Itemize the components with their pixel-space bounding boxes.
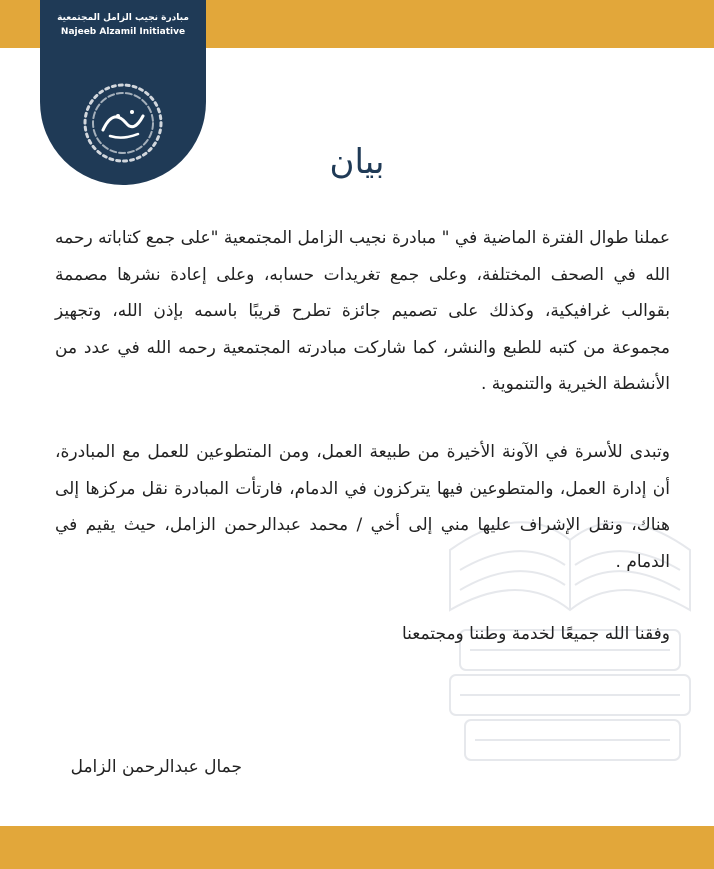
- bottom-accent-bar: [0, 826, 714, 869]
- org-name-arabic: مبادرة نجيب الزامل المجتمعية: [57, 13, 189, 23]
- closing-line: وفقنا الله جميعًا لخدمة وطننا ومجتمعنا: [402, 624, 670, 644]
- body-paragraph: عملنا طوال الفترة الماضية في " مبادرة نجيب الزامل المجتمعية "على جمع كتاباته رحمه الله في الصحف المختلفة، وعلى جمع تغريدات حسابه، وعلى إعادة نشرها مصممة بقوالب غرافيكية، وكذلك على تصميم جائزة تطرح قريبًا باسمه بإذن الله، وتجهيز مجموعة من كتبه للطبع والنشر، كما شاركت مبادرته المجتمعية رحمه الله في عدد من الأنشطة الخيرية والتنموية .: [55, 228, 670, 394]
- org-name-english: Najeeb Alzamil Initiative: [60, 27, 186, 37]
- body-paragraph: وتبدى للأسرة في الآونة الأخيرة من طبيعة العمل، ومن المتطوعين للعمل مع المبادرة، أن إدارة العمل، والمتطوعين فيها يتركزون في الدمام، فارتأت المبادرة نقل مركزها إلى هناك، ونقل الإشراف عليها مني إلى أخي / محمد عبدالرحمن الزامل، حيث يقيم في الدمام .: [55, 442, 670, 572]
- signature-name: جمال عبدالرحمن الزامل: [70, 757, 242, 777]
- page-title: بيان: [329, 142, 385, 182]
